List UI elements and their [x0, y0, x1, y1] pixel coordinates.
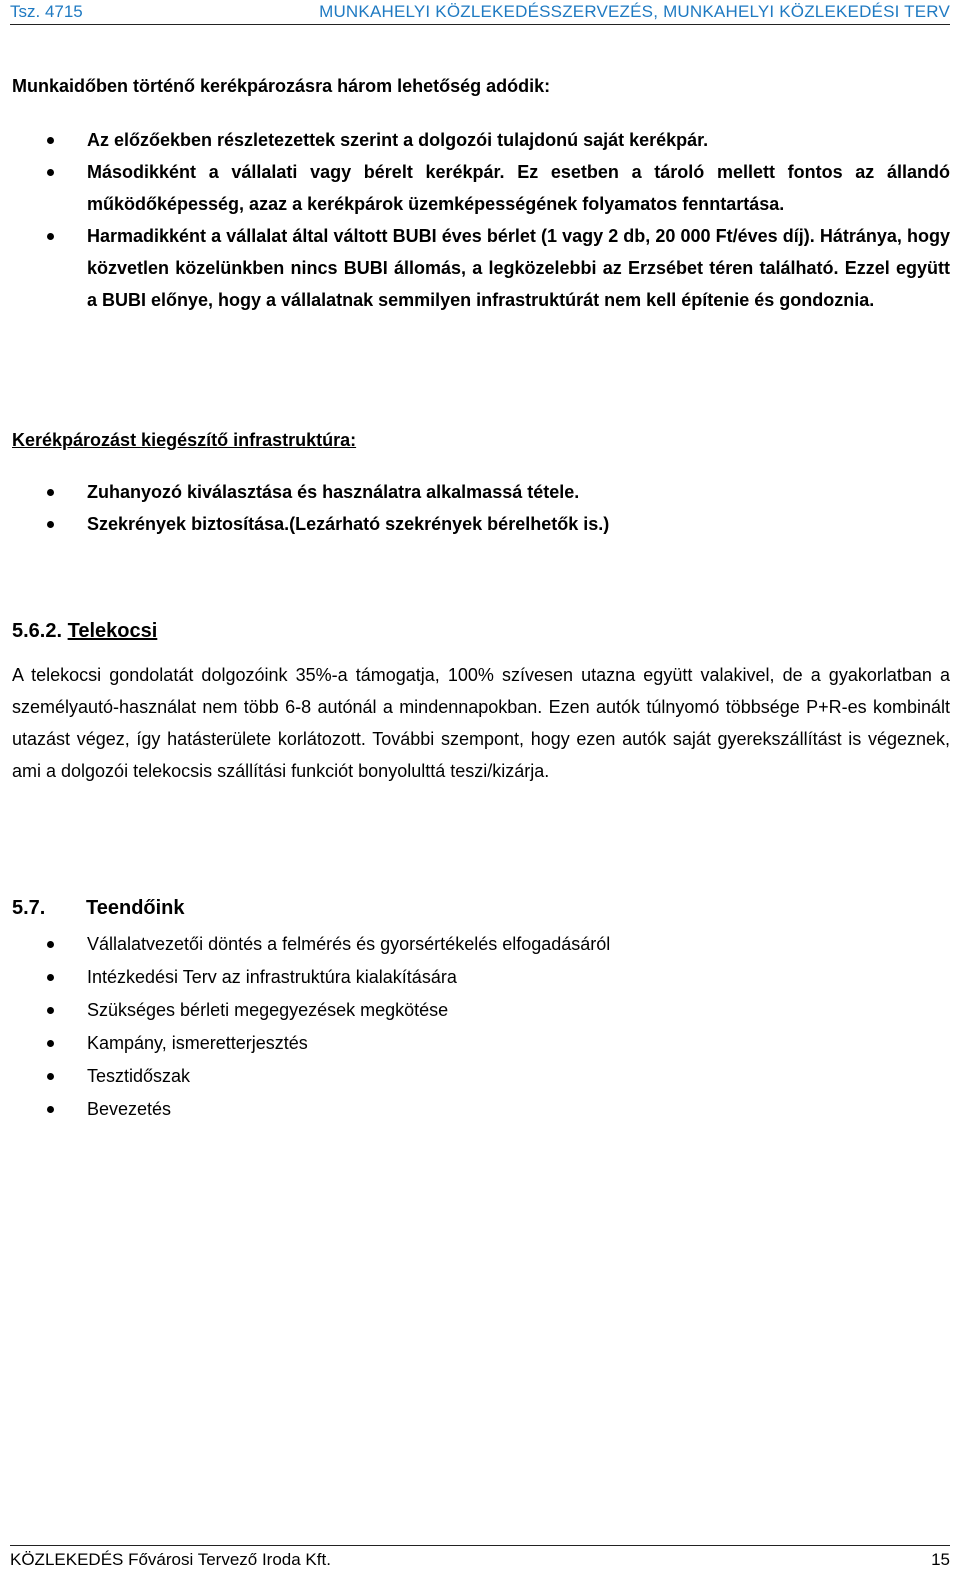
- section-number: 5.6.2.: [12, 620, 63, 642]
- document-number: Tsz. 4715: [10, 2, 83, 21]
- footer-company: KÖZLEKEDÉS Fővárosi Tervező Iroda Kft.: [10, 1550, 331, 1569]
- section-heading-57: [12, 897, 185, 920]
- list-item: Vállalatvezetői döntés a felmérés és gyorsértékelés elfogadásáról: [0, 928, 950, 961]
- section-title: Telekocsi: [67, 620, 158, 642]
- bullet-icon: [47, 1106, 54, 1113]
- document-title: MUNKAHELYI KÖZLEKEDÉSSZERVEZÉS, MUNKAHELYI KÖZLEKEDÉSI TERV: [319, 2, 950, 21]
- intro-text: Munkaidőben történő kerékpározásra három lehetőség adódik:: [12, 76, 551, 96]
- bullet-icon: [47, 137, 54, 144]
- list-item: Harmadikként a vállalat által váltott BUBI éves bérlet (1 vagy 2 db, 20 000 Ft/éves díj). Hátránya, hogy közvetlen közelünkben nincs BUBI állomás, a legközelebbi az Erzsébet téren található. Ezzel együtt a BUBI előnye, hogy a vállalatnak semmilyen infrastruktúrát nem kell építenie és gondoznia.: [0, 220, 950, 316]
- list-item: Zuhanyozó kiválasztása és használatra alkalmassá tétele.: [0, 476, 950, 508]
- bullet-icon: [47, 941, 54, 948]
- section-562-body: A telekocsi gondolatát dolgozóink 35%-a támogatja, 100% szívesen utazna együtt valakivel, de a gyakorlatban a személyautó-használat nem több 6-8 autónál a mindennapokban. Ezen autók túlnyomó többsége P+R-es kombinált utazást végez, így hatásterülete korlátozott. További szempont, hogy ezen autók saját gyerekszállítást is végeznek, ami a dolgozói telekocsis szállítási funkciót bonyolulttá teszi/kizárja.: [12, 665, 950, 781]
- list-item: Szükséges bérleti megegyezések megkötése: [0, 994, 950, 1027]
- bullet-icon: [47, 1007, 54, 1014]
- list-item: Bevezetés: [0, 1093, 950, 1126]
- bullet-icon: [47, 233, 54, 240]
- page-footer: [10, 1545, 950, 1570]
- list-item: Szekrények biztosítása.(Lezárható szekrények bérelhetők is.): [0, 508, 950, 540]
- section-heading-562: [12, 620, 157, 643]
- page-header: [10, 0, 950, 25]
- infra-list: [0, 476, 950, 540]
- list-item: Intézkedési Terv az infrastruktúra kialakítására: [0, 961, 950, 994]
- options-list: [0, 124, 950, 316]
- bullet-icon: [47, 521, 54, 528]
- infra-heading: Kerékpározást kiegészítő infrastruktúra:: [12, 430, 357, 450]
- bullet-icon: [47, 489, 54, 496]
- bullet-icon: [47, 1073, 54, 1080]
- section-title: Teendőink: [86, 897, 185, 919]
- list-item: Tesztidőszak: [0, 1060, 950, 1093]
- bullet-icon: [47, 974, 54, 981]
- section-number: 5.7.: [12, 897, 46, 919]
- list-item: Kampány, ismeretterjesztés: [0, 1027, 950, 1060]
- bullet-icon: [47, 1040, 54, 1047]
- todo-list: [0, 928, 950, 1126]
- bullet-icon: [47, 169, 54, 176]
- list-item: Az előzőekben részletezettek szerint a dolgozói tulajdonú saját kerékpár.: [0, 124, 950, 156]
- list-item: Másodikként a vállalati vagy bérelt kerékpár. Ez esetben a tároló mellett fontos az állandó működőképesség, azaz a kerékpárok üzemképességének folyamatos fenntartása.: [0, 156, 950, 220]
- page-number: 15: [931, 1550, 950, 1569]
